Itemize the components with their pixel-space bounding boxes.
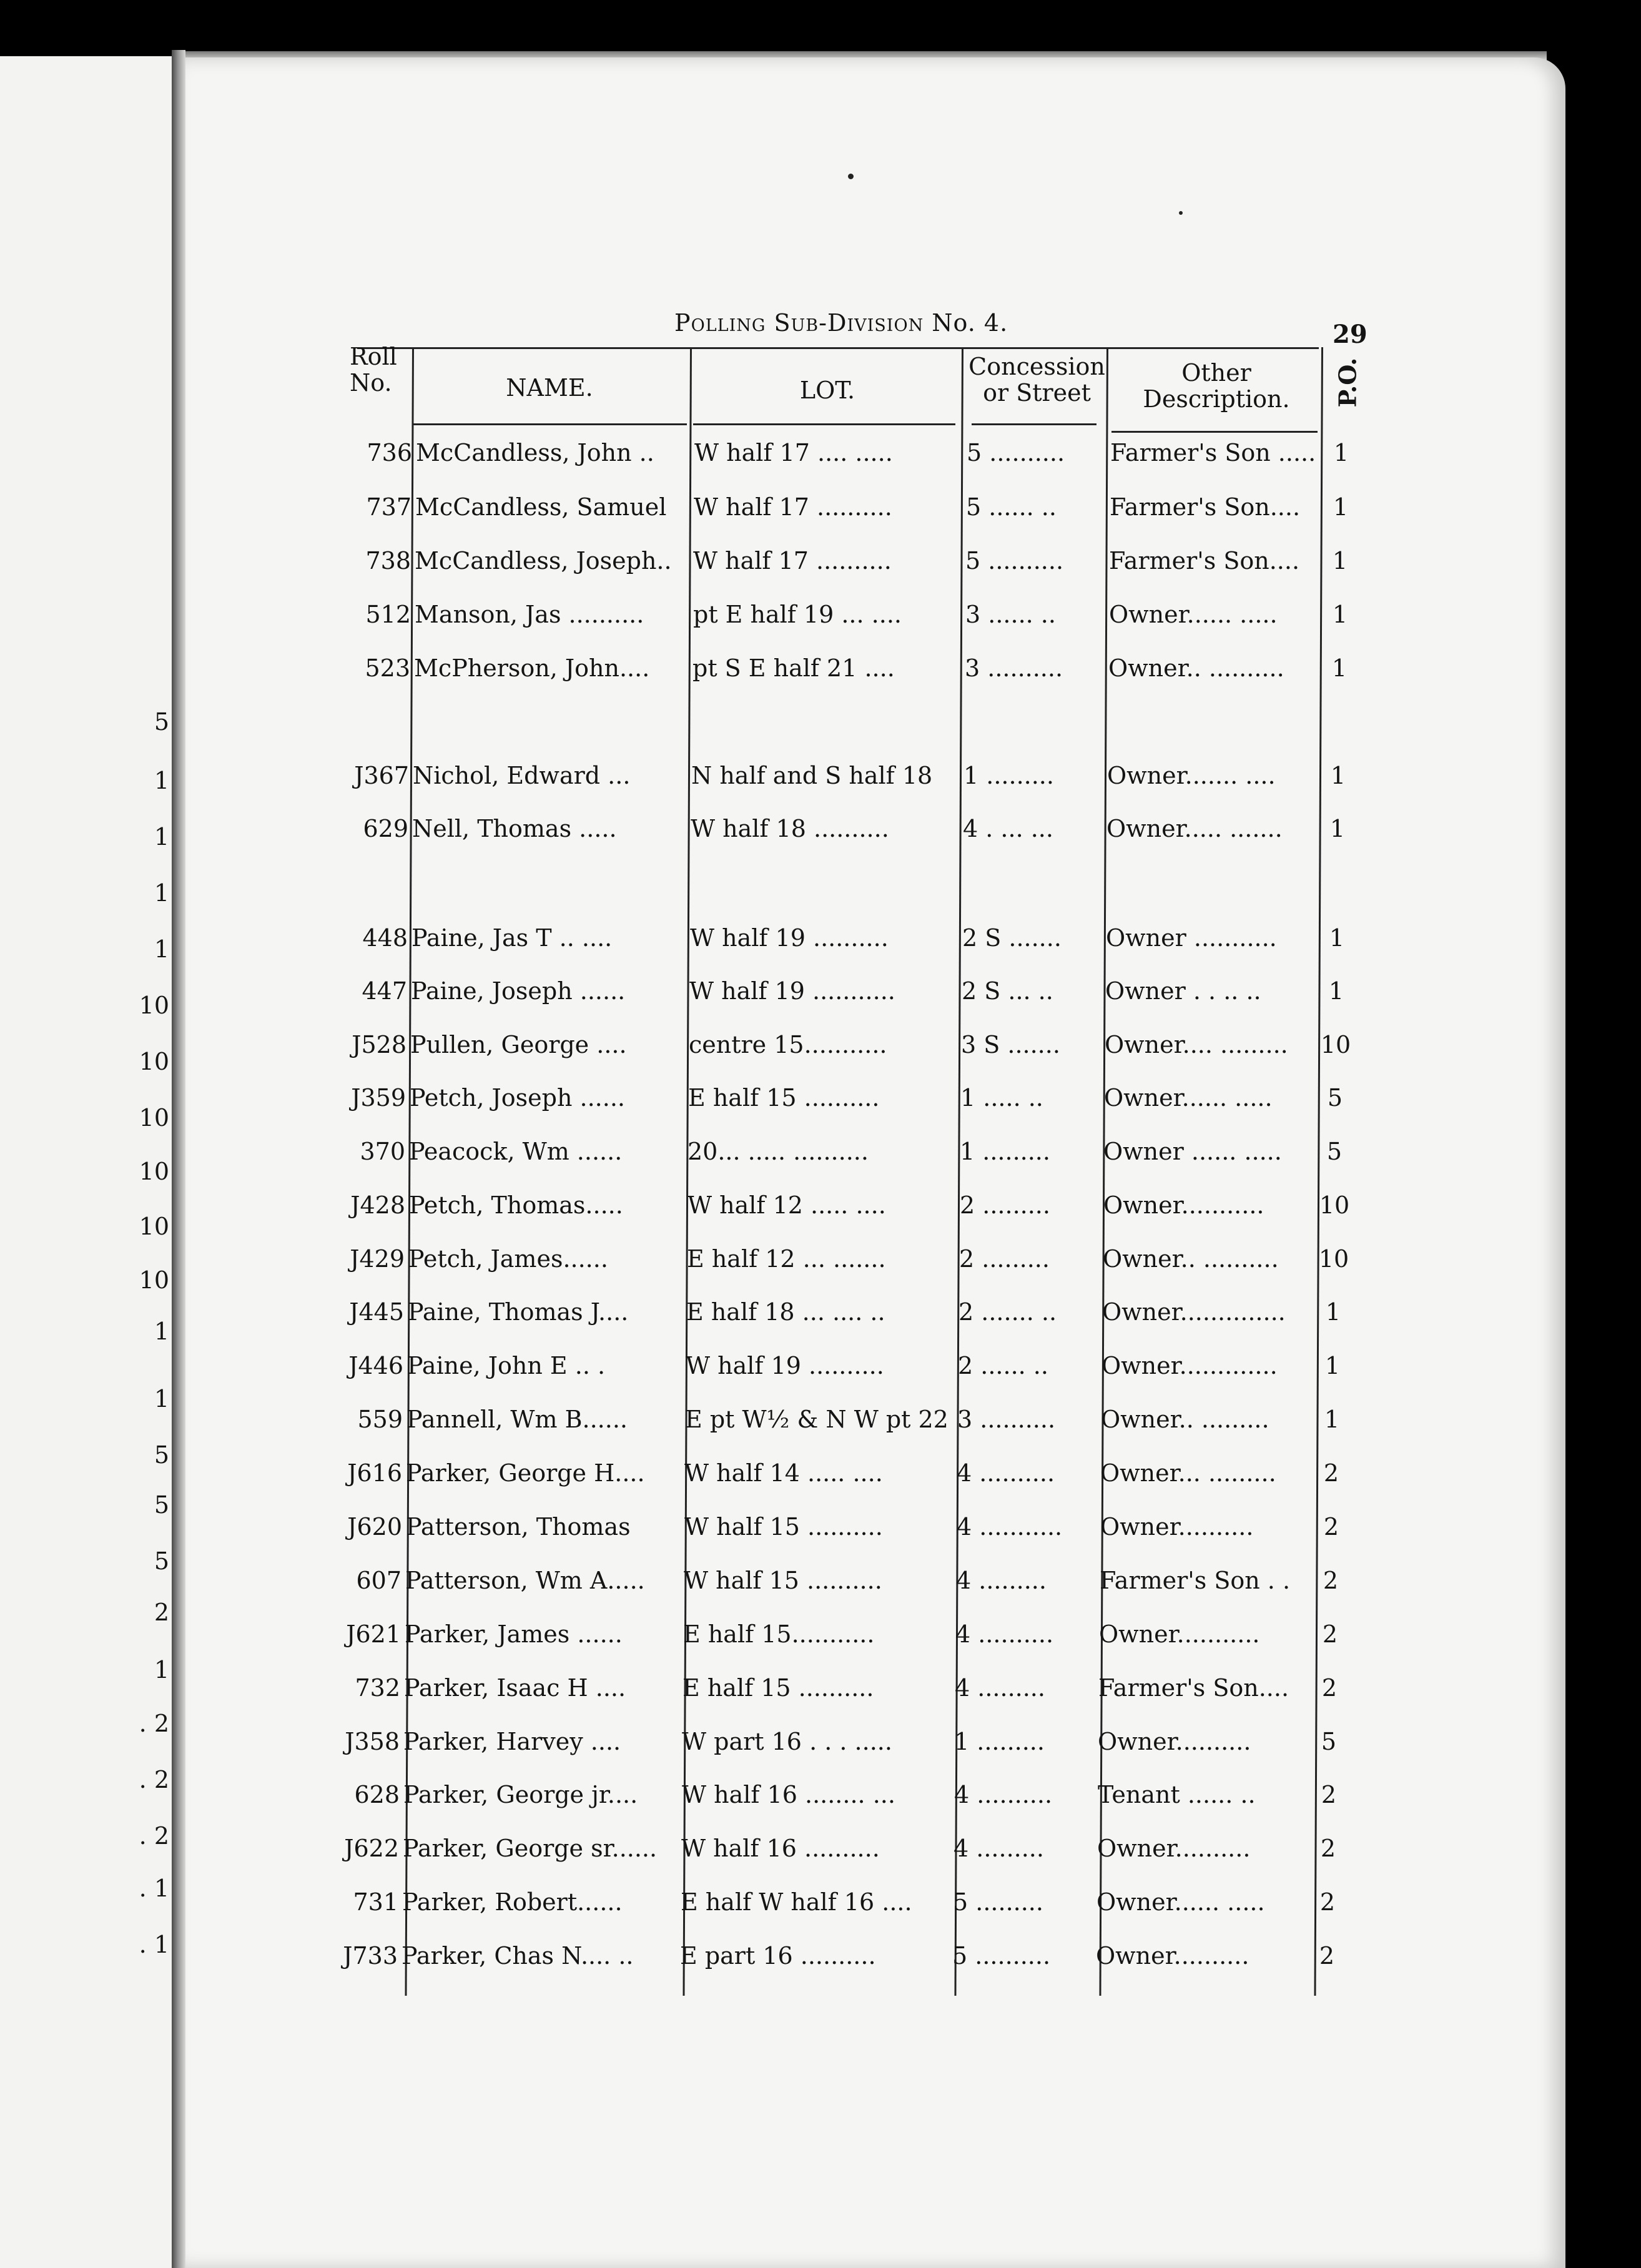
table-row [0, 1830, 1641, 1867]
prev-page-number-fragment: 10 [139, 992, 169, 1019]
lot: W half 19 .......... [686, 1352, 884, 1379]
voter-name: Manson, Jas .......... [415, 601, 644, 628]
concession: 4 .......... [954, 1781, 1053, 1808]
header-bottom-rule-name [412, 423, 687, 425]
post-office: 1 [1329, 924, 1345, 952]
post-office: 2 [1322, 1620, 1338, 1648]
post-office: 1 [1324, 1352, 1341, 1379]
other-description: Owner... ......... [1100, 1459, 1276, 1487]
lot: pt E half 19 ... .... [693, 601, 902, 628]
header-bottom-rule-lot [693, 423, 955, 425]
header-bottom-rule-conc [972, 423, 1096, 425]
post-office: 1 [1330, 762, 1346, 789]
post-office: 2 [1323, 1567, 1339, 1594]
concession: 4 .......... [955, 1620, 1054, 1648]
table-row [0, 1615, 1641, 1653]
other-description: Owner....... .... [1107, 762, 1276, 789]
concession: 5 .......... [965, 547, 1064, 574]
table-row [0, 649, 1641, 687]
table-row [0, 1293, 1641, 1331]
concession: 3 .......... [957, 1406, 1056, 1433]
prev-page-number-fragment: 10 [139, 1104, 169, 1132]
voter-name: Patterson, Wm A..... [405, 1567, 645, 1594]
other-description: Owner.......... [1100, 1513, 1254, 1541]
table-row [0, 1347, 1641, 1384]
post-office: 5 [1321, 1728, 1337, 1755]
header-other-description: Other Description. [1143, 359, 1290, 413]
table-row [0, 1562, 1641, 1599]
roll-number: J446 [348, 1352, 403, 1379]
concession: 3 S ....... [961, 1031, 1060, 1058]
voter-name: McCandless, Joseph.. [415, 547, 672, 574]
roll-number: 448 [362, 924, 408, 952]
table-row [0, 1776, 1641, 1813]
prev-page-number-fragment: . 1 [139, 1875, 169, 1902]
table-row [0, 1454, 1641, 1492]
voter-name: Pullen, George .... [410, 1031, 627, 1058]
voter-name: Parker, George jr.... [403, 1781, 638, 1808]
lot: W part 16 . . . ..... [682, 1728, 892, 1755]
lot: E half 15 .......... [688, 1084, 880, 1112]
prev-page-number-fragment: 5 [154, 1491, 169, 1519]
voter-name: Petch, James...... [408, 1245, 608, 1273]
prev-page-number-fragment: 1 [154, 1385, 169, 1413]
roll-number: 447 [362, 977, 407, 1005]
table-row [0, 488, 1641, 526]
concession: 2 S ... .. [962, 977, 1053, 1005]
table-row [0, 972, 1641, 1010]
voter-name: Paine, John E .. . [407, 1352, 606, 1379]
running-head [674, 309, 1008, 337]
post-office: 10 [1320, 1031, 1351, 1058]
roll-number: 607 [356, 1567, 402, 1594]
running-head-subdivision: Sub-Division [774, 309, 924, 337]
roll-number: 559 [357, 1406, 403, 1433]
table-row [0, 757, 1641, 794]
roll-number: 732 [355, 1674, 400, 1702]
concession: 5 .......... [967, 439, 1065, 466]
voter-name: Nell, Thomas ..... [412, 815, 617, 842]
lot: centre 15........... [689, 1031, 887, 1058]
post-office: 2 [1321, 1674, 1338, 1702]
voter-name: Paine, Joseph ...... [411, 977, 626, 1005]
roll-number: J621 [346, 1620, 401, 1648]
roll-number: J733 [343, 1942, 398, 1970]
table-row [0, 1669, 1641, 1707]
table-row [0, 1186, 1641, 1224]
header-name: NAME. [506, 374, 593, 402]
prev-page-number-fragment: . 2 [139, 1766, 169, 1793]
header-lot: LOT. [799, 377, 855, 404]
lot: E half 15........... [683, 1620, 875, 1648]
table-top-rule [357, 347, 1319, 349]
other-description: Tenant ...... .. [1098, 1781, 1256, 1808]
voter-name: McCandless, John .. [416, 439, 654, 466]
other-description: Owner ...... ..... [1103, 1138, 1282, 1165]
other-description: Owner........... [1103, 1191, 1264, 1219]
table-row [0, 810, 1641, 850]
roll-number: 523 [365, 654, 410, 682]
voter-name: Nichol, Edward ... [413, 762, 631, 789]
table-row [0, 1723, 1641, 1760]
lot: W half 17 .... ..... [694, 439, 893, 466]
lot: E pt W½ & N W pt 22 [685, 1406, 949, 1433]
other-description: Owner.......... [1098, 1728, 1251, 1755]
voter-name: Peacock, Wm ...... [409, 1138, 623, 1165]
voter-name: Patterson, Thomas [406, 1513, 631, 1541]
post-office: 2 [1323, 1459, 1339, 1487]
lot: 20... ..... .......... [687, 1138, 869, 1165]
concession: 1 ......... [954, 1728, 1045, 1755]
post-office: 1 [1324, 1406, 1340, 1433]
other-description: Owner . . .. .. [1105, 977, 1261, 1005]
lot: N half and S half 18 [691, 762, 933, 789]
concession: 4 ........... [957, 1513, 1063, 1541]
post-office: 10 [1319, 1191, 1350, 1219]
table-row [0, 596, 1641, 633]
prev-page-number-fragment: 10 [139, 1158, 169, 1185]
post-office: 1 [1329, 815, 1346, 842]
other-description: Farmer's Son ..... [1110, 439, 1316, 466]
voter-name: Parker, George sr...... [403, 1835, 658, 1862]
other-description: Farmer's Son . . [1100, 1567, 1291, 1594]
other-description: Owner.. .......... [1103, 1245, 1279, 1273]
prev-page-number-fragment: . 2 [139, 1710, 169, 1737]
prev-page-number-fragment: 1 [154, 767, 169, 794]
roll-number: 736 [367, 439, 412, 466]
lot: W half 19 .......... [690, 924, 889, 952]
voter-name: Petch, Joseph ...... [410, 1084, 625, 1112]
concession: 4 ......... [955, 1674, 1045, 1702]
concession: 4 .......... [957, 1459, 1055, 1487]
voter-name: Parker, Isaac H .... [404, 1674, 626, 1702]
lot: E half W half 16 .... [681, 1888, 912, 1916]
voter-name: McPherson, John.... [414, 654, 650, 682]
post-office: 1 [1333, 439, 1349, 466]
post-office: 1 [1328, 977, 1344, 1005]
concession: 3 ...... .. [965, 601, 1056, 628]
prev-page-number-fragment: 5 [154, 1547, 169, 1575]
post-office: 5 [1326, 1138, 1343, 1165]
post-office: 2 [1321, 1781, 1337, 1808]
roll-number: 628 [354, 1781, 400, 1808]
prev-page-number-fragment: . 1 [139, 1931, 169, 1958]
roll-number: J428 [350, 1191, 405, 1219]
roll-number: J358 [345, 1728, 400, 1755]
roll-number: J528 [352, 1031, 407, 1058]
other-description: Owner.............. [1102, 1298, 1286, 1326]
table-row [0, 1079, 1641, 1117]
prev-page-number-fragment: 1 [154, 1656, 169, 1684]
table-row [0, 919, 1641, 957]
roll-number: J622 [344, 1835, 399, 1862]
lot: W half 17 .......... [694, 493, 892, 521]
prev-page-number-fragment: 5 [154, 1441, 169, 1469]
prev-page-number-fragment: 1 [154, 1318, 169, 1345]
roll-number: 629 [363, 815, 408, 842]
other-description: Owner.. .......... [1108, 654, 1284, 682]
other-description: Owner..... ....... [1106, 815, 1283, 842]
roll-number: 370 [360, 1138, 405, 1165]
other-description: Owner...... ..... [1096, 1888, 1265, 1916]
voter-name: Petch, Thomas..... [409, 1191, 623, 1219]
roll-number: 512 [365, 601, 411, 628]
header-roll: Roll No. [350, 343, 397, 397]
lot: W half 16 .......... [681, 1835, 880, 1862]
table-row [0, 1026, 1641, 1063]
post-office: 1 [1325, 1298, 1341, 1326]
voter-name: Paine, Thomas J.... [408, 1298, 629, 1326]
concession: 2 S ....... [962, 924, 1062, 952]
concession: 4 ......... [956, 1567, 1047, 1594]
other-description: Owner.......... [1096, 1942, 1249, 1970]
post-office: 1 [1332, 547, 1348, 574]
roll-number: 737 [366, 493, 411, 521]
lot: pt S E half 21 .... [692, 654, 895, 682]
post-office: 2 [1320, 1835, 1336, 1862]
other-description: Farmer's Son.... [1109, 547, 1300, 574]
concession: 1 ......... [963, 762, 1054, 789]
table-row [0, 1133, 1641, 1170]
roll-number: 731 [353, 1888, 398, 1916]
post-office: 2 [1319, 1888, 1336, 1916]
concession: 5 ......... [953, 1888, 1043, 1916]
prev-page-number-fragment: . 2 [139, 1822, 169, 1850]
voter-name: Parker, James ...... [405, 1620, 623, 1648]
concession: 2 ......... [959, 1245, 1050, 1273]
prev-page-number-fragment: 2 [154, 1599, 169, 1626]
lot: W half 18 .......... [691, 815, 889, 842]
post-office: 2 [1323, 1513, 1339, 1541]
roll-number: J429 [350, 1245, 405, 1273]
post-office: 10 [1318, 1245, 1349, 1273]
lot: E half 15 .......... [683, 1674, 874, 1702]
prev-page-number-fragment: 1 [154, 935, 169, 963]
table-row [0, 1240, 1641, 1278]
concession: 2 ......... [960, 1191, 1050, 1219]
header-po: P.O. [1333, 357, 1362, 408]
voter-name: Parker, Harvey .... [403, 1728, 621, 1755]
table-row [0, 1401, 1641, 1438]
lot: E half 18 ... .... .. [686, 1298, 885, 1326]
post-office: 5 [1327, 1084, 1343, 1112]
table-row [0, 434, 1641, 471]
lot: W half 12 ..... .... [687, 1191, 886, 1219]
header-concession: Concession or Street [968, 353, 1105, 407]
post-office: 2 [1319, 1942, 1335, 1970]
concession: 5 ...... .. [966, 493, 1057, 521]
concession: 4 . ... ... [963, 815, 1053, 842]
concession: 2 ...... .. [958, 1352, 1048, 1379]
running-head-polling: Polling [674, 309, 766, 337]
other-description: Owner ........... [1106, 924, 1277, 952]
running-head-number: No. 4. [932, 309, 1008, 337]
other-description: Farmer's Son.... [1110, 493, 1301, 521]
lot: W half 14 ..... .... [684, 1459, 883, 1487]
prev-page-number-fragment: 10 [139, 1266, 169, 1294]
page-number: 29 [1333, 320, 1368, 349]
concession: 2 ....... .. [958, 1298, 1057, 1326]
voter-name: McCandless, Samuel [415, 493, 667, 521]
ink-speck [1179, 211, 1183, 215]
voter-name: Parker, Chas N.... .. [402, 1942, 634, 1970]
table-row [0, 1508, 1641, 1546]
concession: 1 ..... .. [960, 1084, 1043, 1112]
roll-number: J620 [347, 1513, 402, 1541]
other-description: Owner...... ..... [1109, 601, 1278, 628]
table-row [0, 542, 1641, 579]
concession: 3 .......... [965, 654, 1063, 682]
other-description: Owner.... ......... [1105, 1031, 1288, 1058]
voter-name: Parker, George H.... [406, 1459, 645, 1487]
other-description: Owner........... [1099, 1620, 1260, 1648]
lot: W half 16 ........ ... [682, 1781, 895, 1808]
post-office: 1 [1331, 654, 1348, 682]
lot: E part 16 .......... [680, 1942, 876, 1970]
other-description: Owner............. [1101, 1352, 1278, 1379]
concession: 1 ......... [960, 1138, 1050, 1165]
lot: W half 15 .......... [684, 1567, 882, 1594]
prev-page-number-fragment: 10 [139, 1048, 169, 1075]
lot: E half 12 ... ....... [687, 1245, 886, 1273]
lot: W half 17 .......... [693, 547, 892, 574]
prev-page-number-fragment: 10 [139, 1213, 169, 1240]
lot: W half 15 .......... [684, 1513, 883, 1541]
roll-number: J359 [351, 1084, 406, 1112]
roll-number: 738 [365, 547, 411, 574]
roll-number: J616 [347, 1459, 402, 1487]
post-office: 1 [1332, 601, 1348, 628]
concession: 5 .......... [952, 1942, 1051, 1970]
voter-name: Parker, Robert...... [402, 1888, 623, 1916]
voter-name: Paine, Jas T .. .... [411, 924, 613, 952]
concession: 4 ......... [954, 1835, 1044, 1862]
other-description: Owner.......... [1097, 1835, 1251, 1862]
ink-speck [848, 174, 854, 179]
header-bottom-rule-desc [1111, 431, 1318, 433]
post-office: 1 [1333, 493, 1349, 521]
table-row [0, 1937, 1641, 1975]
prev-page-number-fragment: 5 [154, 708, 169, 736]
table-row [0, 1883, 1641, 1921]
roll-number: J445 [349, 1298, 404, 1326]
prev-page-number-fragment: 1 [154, 823, 169, 850]
other-description: Farmer's Son.... [1098, 1674, 1289, 1702]
prev-page-number-fragment: 1 [154, 879, 169, 907]
other-description: Owner.. ......... [1101, 1406, 1269, 1433]
other-description: Owner...... ..... [1104, 1084, 1273, 1112]
roll-number: J367 [354, 762, 409, 789]
lot: W half 19 ........... [689, 977, 895, 1005]
voter-name: Pannell, Wm B...... [407, 1406, 628, 1433]
